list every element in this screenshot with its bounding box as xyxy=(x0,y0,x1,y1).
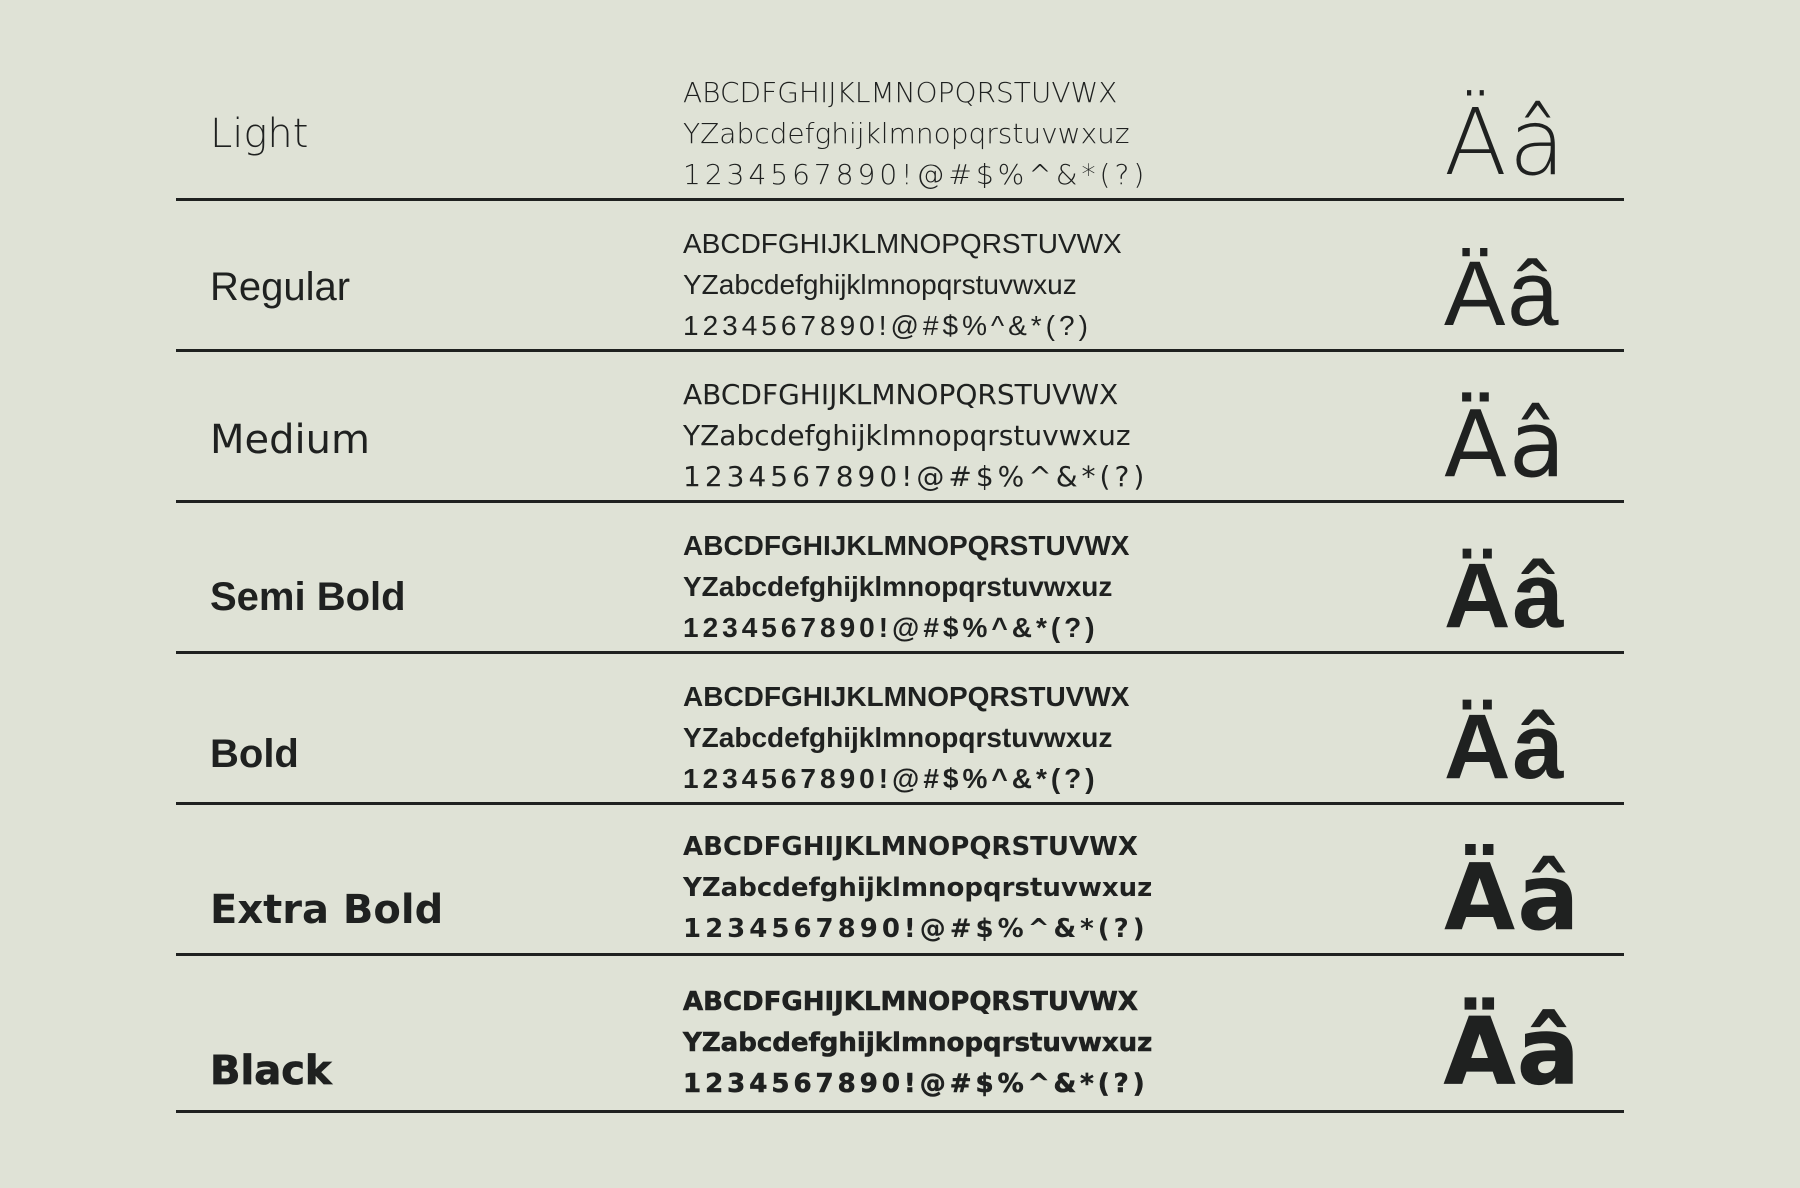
character-set xyxy=(683,827,1152,950)
character-set xyxy=(683,72,1148,195)
weight-name: Medium xyxy=(210,417,370,463)
charset-uppercase: ABCDFGHIJKLMNOPQRSTUVWX xyxy=(683,530,1130,561)
charset-uppercase: ABCDFGHIJKLMNOPQRSTUVWX xyxy=(683,228,1122,259)
weight-row-extra-bold xyxy=(176,805,1624,956)
character-set xyxy=(683,525,1129,648)
sample-glyphs: Äâ xyxy=(1444,89,1568,196)
weight-name: Extra Bold xyxy=(210,887,444,933)
sample-glyphs: Äâ xyxy=(1444,844,1582,951)
charset-figures: 1234567890!@#$%^&*(?) xyxy=(683,763,1099,794)
charset-lowercase: YZabcdefghijklmnopqrstuvwxuz xyxy=(683,1028,1153,1058)
sample-glyphs: Äâ xyxy=(1444,243,1561,345)
charset-lowercase: YZabcdefghijklmnopqrstuvwxuz xyxy=(683,269,1077,300)
charset-figures: 1234567890!@#$%^&*(?) xyxy=(683,612,1099,643)
weight-row-bold xyxy=(176,654,1624,805)
charset-figures: 1234567890!@#$%^&*(?) xyxy=(683,310,1092,341)
charset-uppercase: ABCDFGHIJKLMNOPQRSTUVWX xyxy=(683,76,1118,109)
charset-figures: 1234567890!@#$%^&*(?) xyxy=(683,460,1149,493)
charset-figures: 1234567890!@#$%^&*(?) xyxy=(683,158,1149,191)
weight-row-medium xyxy=(176,352,1624,503)
weight-row-regular xyxy=(176,201,1624,352)
character-set xyxy=(683,223,1122,346)
sample-glyphs: Äâ xyxy=(1444,391,1568,498)
charset-figures: 1234567890!@#$%^&*(?) xyxy=(683,1069,1149,1099)
charset-lowercase: YZabcdefghijklmnopqrstuvwxuz xyxy=(683,571,1113,602)
weight-name: Black xyxy=(210,1048,332,1094)
weight-name: Light xyxy=(210,111,309,157)
weight-row-light xyxy=(176,50,1624,201)
sample-glyphs: Äâ xyxy=(1444,545,1566,647)
character-set xyxy=(683,982,1152,1105)
charset-uppercase: ABCDFGHIJKLMNOPQRSTUVWX xyxy=(683,681,1130,712)
weight-row-semi-bold xyxy=(176,503,1624,654)
charset-uppercase: ABCDFGHIJKLMNOPQRSTUVWX xyxy=(683,987,1138,1017)
charset-lowercase: YZabcdefghijklmnopqrstuvwxuz xyxy=(683,117,1130,150)
weight-specimen xyxy=(176,50,1624,1113)
weight-name: Bold xyxy=(210,732,299,776)
sample-glyphs: Äâ xyxy=(1444,998,1582,1105)
charset-lowercase: YZabcdefghijklmnopqrstuvwxuz xyxy=(683,419,1131,452)
weight-name: Semi Bold xyxy=(210,575,406,619)
weight-row-black xyxy=(176,956,1624,1113)
character-set xyxy=(683,374,1148,497)
sample-glyphs: Äâ xyxy=(1444,696,1566,798)
charset-lowercase: YZabcdefghijklmnopqrstuvwxuz xyxy=(683,873,1153,903)
charset-uppercase: ABCDFGHIJKLMNOPQRSTUVWX xyxy=(683,378,1119,411)
charset-lowercase: YZabcdefghijklmnopqrstuvwxuz xyxy=(683,722,1113,753)
charset-uppercase: ABCDFGHIJKLMNOPQRSTUVWX xyxy=(683,832,1138,862)
charset-figures: 1234567890!@#$%^&*(?) xyxy=(683,914,1149,944)
weight-name: Regular xyxy=(210,265,351,309)
character-set xyxy=(683,676,1129,799)
